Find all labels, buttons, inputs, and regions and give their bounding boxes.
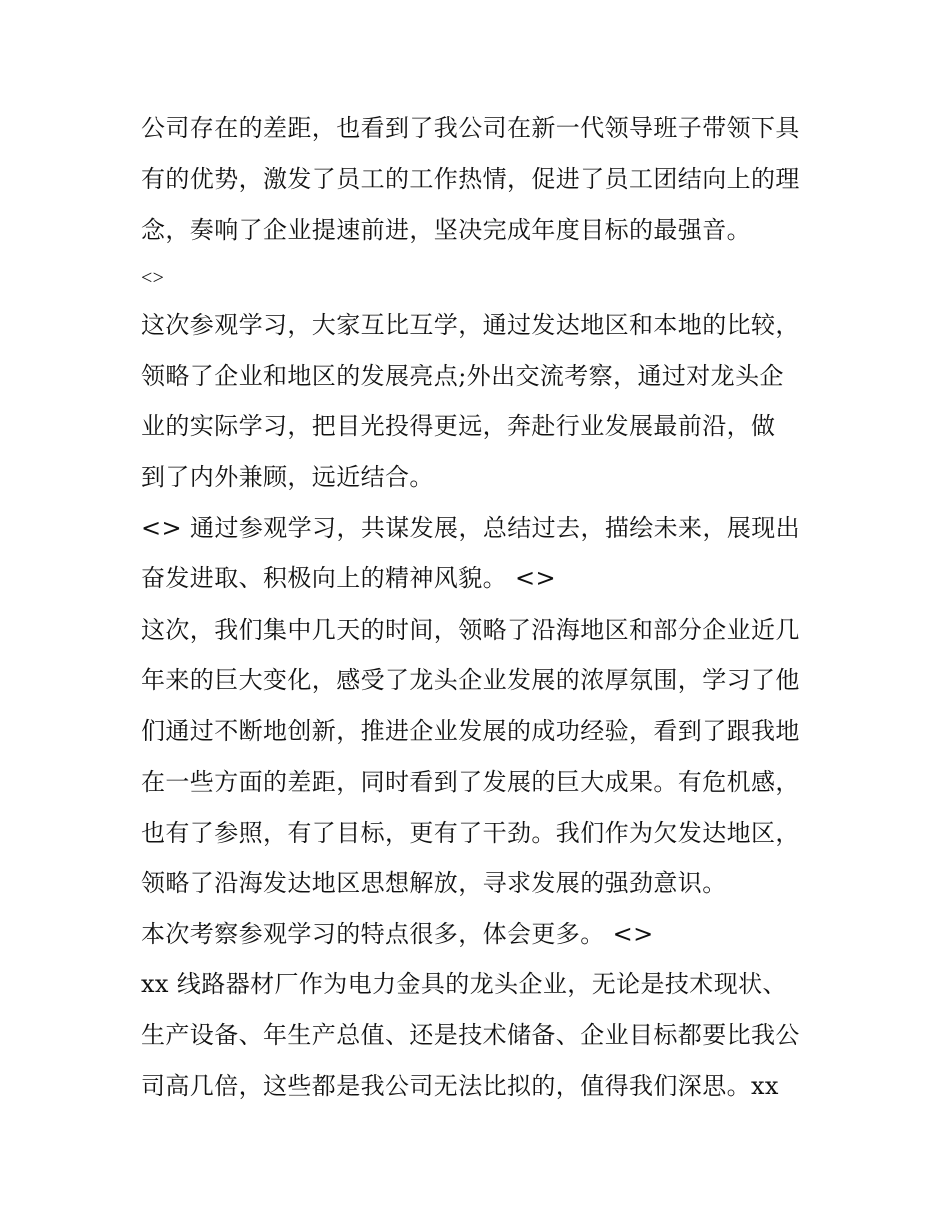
text-line: xx 线路器材厂作为电力金具的龙头企业，无论是技术现状、: [141, 970, 787, 998]
text-line: 也有了参照，有了目标，更有了干劲。我们作为欠发达地区，: [141, 819, 800, 847]
text-line: 这次，我们集中几天的时间，领略了沿海地区和部分企业近几: [141, 616, 800, 644]
text-line: 领略了企业和地区的发展亮点;外出交流考察，通过对龙头企: [141, 362, 784, 390]
text-line: 公司存在的差距，也看到了我公司在新一代领导班子带领下具: [141, 114, 800, 142]
text-line: <>: [141, 267, 165, 289]
text-line: 在一些方面的差距，同时看到了发展的巨大成果。有危机感，: [141, 768, 800, 796]
text-line: 到了内外兼顾，远近结合。: [141, 463, 434, 491]
text-line: 年来的巨大变化，感受了龙头企业发展的浓厚氛围，学习了他: [141, 666, 800, 694]
text-line: 本次考察参观学习的特点很多，体会更多。 <>: [141, 920, 654, 948]
text-line: 有的优势，激发了员工的工作热情，促进了员工团结向上的理: [141, 165, 800, 193]
text-line: 生产设备、年生产总值、还是技术储备、企业目标都要比我公: [141, 1021, 800, 1049]
text-line: 业的实际学习，把目光投得更远，奔赴行业发展最前沿，做: [141, 412, 776, 440]
text-line: 领略了沿海发达地区思想解放，寻求发展的强劲意识。: [141, 869, 727, 897]
text-line: 们通过不断地创新，推进企业发展的成功经验，看到了跟我地: [141, 717, 800, 745]
text-line: 奋发进取、积极向上的精神风貌。 <>: [141, 564, 557, 592]
text-line: 这次参观学习，大家互比互学，通过发达地区和本地的比较，: [141, 311, 800, 339]
text-line: 念，奏响了企业提速前进，坚决完成年度目标的最强音。: [141, 216, 751, 244]
text-line: 司高几倍，这些都是我公司无法比拟的，值得我们深思。xx: [141, 1072, 779, 1100]
text-line: <> 通过参观学习，共谋发展，总结过去，描绘未来，展现出: [141, 514, 801, 542]
